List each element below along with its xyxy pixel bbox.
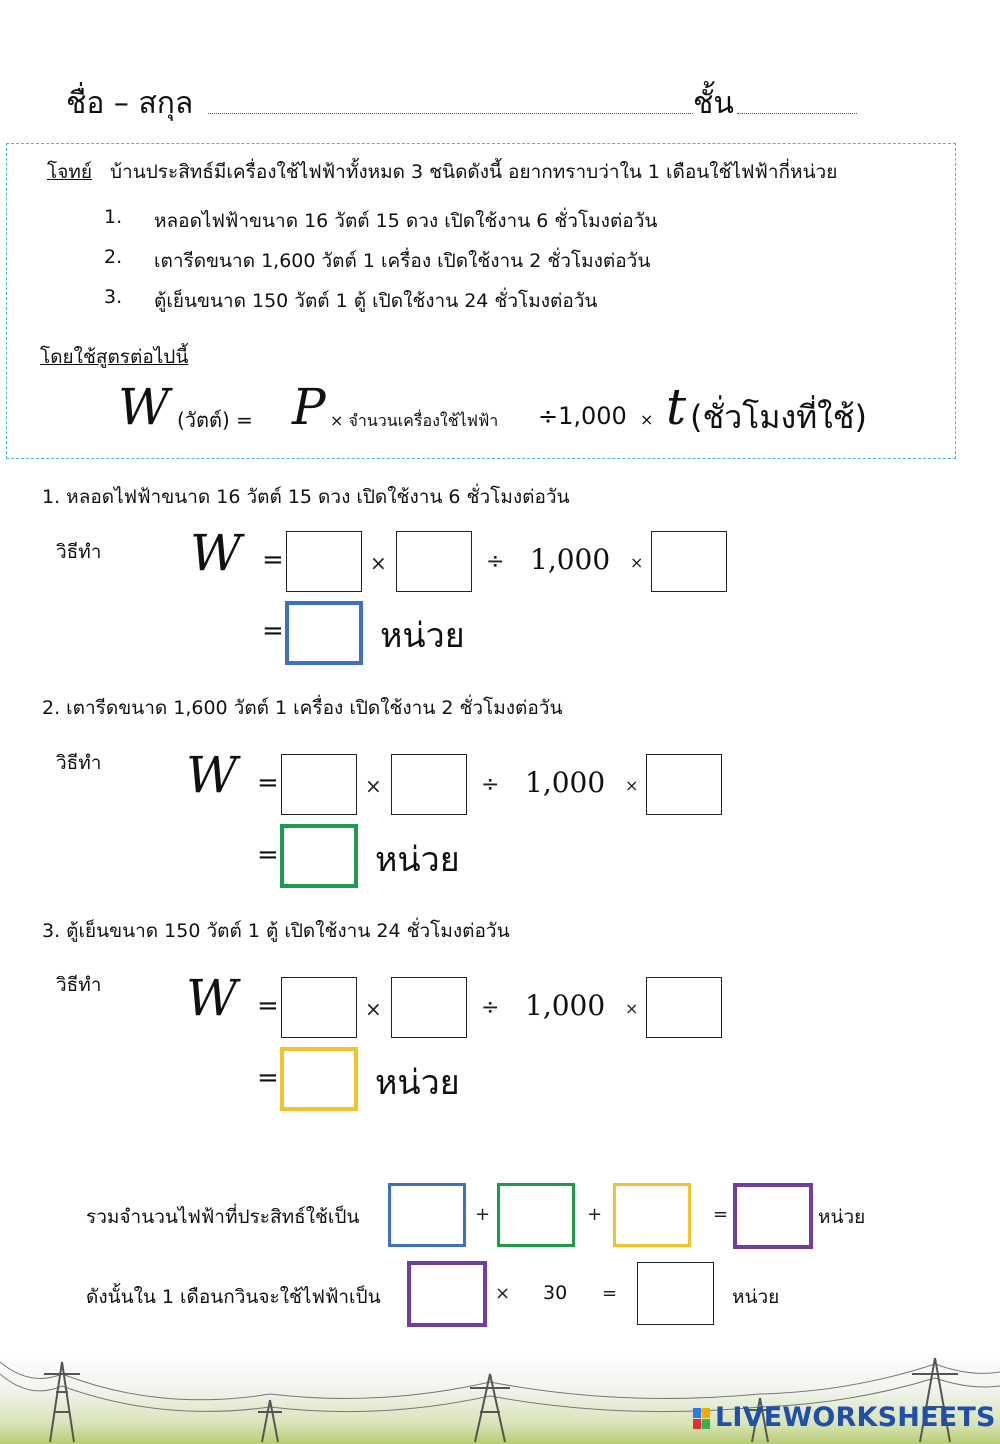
liveworksheets-logo: LIVEWORKSHEETS bbox=[715, 1402, 996, 1433]
formula-w: W bbox=[118, 378, 170, 436]
question-1-divide: ÷ bbox=[486, 549, 505, 574]
formula-count: × จำนวนเครื่องใช้ไฟฟ้า bbox=[330, 411, 499, 430]
class-line bbox=[737, 113, 857, 114]
question-3-w: W bbox=[186, 969, 238, 1027]
summary-unit-1: หน่วย bbox=[818, 1206, 866, 1228]
question-3-hours-input[interactable] bbox=[646, 977, 722, 1038]
question-2-times-1: × bbox=[365, 774, 382, 798]
name-line bbox=[208, 113, 693, 114]
summary-q2-input[interactable] bbox=[497, 1183, 575, 1247]
summary-plus-1: + bbox=[475, 1204, 491, 1225]
formula-t: t bbox=[666, 378, 687, 436]
question-3-result-input[interactable] bbox=[280, 1047, 358, 1111]
question-2-divisor: 1,000 bbox=[525, 766, 606, 799]
formula-label: โดยใช้สูตรต่อไปนี้ bbox=[40, 346, 189, 368]
question-1-times-2: × bbox=[630, 553, 644, 572]
problem-item-1: หลอดไฟฟ้าขนาด 16 วัตต์ 15 ดวง เปิดใช้งาน 6 ชั่วโมงต่อวัน bbox=[154, 210, 658, 232]
problem-item-3: ตู้เย็นขนาด 150 วัตต์ 1 ตู้ เปิดใช้งาน 24 ชั่วโมงต่อวัน bbox=[154, 290, 598, 312]
question-2-method: วิธีทำ bbox=[56, 752, 102, 774]
formula-times: × bbox=[640, 410, 654, 429]
question-3-eq: = bbox=[257, 991, 279, 1021]
question-3-result-eq: = bbox=[257, 1063, 279, 1093]
summary-q3-input[interactable] bbox=[613, 1183, 691, 1247]
question-2-unit: หน่วย bbox=[375, 840, 460, 880]
summary-unit-2: หน่วย bbox=[732, 1286, 780, 1308]
question-3-divide: ÷ bbox=[481, 995, 500, 1020]
question-1-unit: หน่วย bbox=[380, 616, 465, 656]
formula-p: P bbox=[292, 378, 326, 436]
question-1-w: W bbox=[190, 524, 242, 582]
question-2-result-eq: = bbox=[257, 840, 279, 870]
question-2-eq: = bbox=[257, 768, 279, 798]
liveworksheets-logo-icon bbox=[693, 1408, 711, 1430]
question-3-divisor: 1,000 bbox=[525, 989, 606, 1022]
question-1-divisor: 1,000 bbox=[530, 543, 611, 576]
problem-item-num-3: 3. bbox=[104, 286, 123, 308]
question-1-result-eq: = bbox=[262, 616, 284, 646]
question-3-count-input[interactable] bbox=[391, 977, 467, 1038]
question-3-power-input[interactable] bbox=[281, 977, 357, 1038]
problem-item-2: เตารีดขนาด 1,600 วัตต์ 1 เครื่อง เปิดใช้งาน 2 ชั่วโมงต่อวัน bbox=[154, 250, 651, 272]
summary-month-label: ดังนั้นใน 1 เดือนกวินจะใช้ไฟฟ้าเป็น bbox=[86, 1286, 381, 1308]
question-2-divide: ÷ bbox=[481, 772, 500, 797]
question-3-times-2: × bbox=[625, 999, 639, 1018]
summary-plus-2: + bbox=[587, 1204, 603, 1225]
summary-eq-2: = bbox=[602, 1283, 618, 1304]
question-2-count-input[interactable] bbox=[391, 754, 467, 815]
formula-w-unit: (วัตต์) = bbox=[177, 408, 253, 432]
question-1-count-input[interactable] bbox=[396, 531, 472, 592]
formula-divide: ÷1,000 bbox=[538, 402, 627, 430]
summary-total-input[interactable] bbox=[733, 1183, 813, 1249]
problem-title: โจทย์ bbox=[47, 161, 92, 183]
question-1-times-1: × bbox=[370, 551, 387, 575]
question-1-hours-input[interactable] bbox=[651, 531, 727, 592]
question-3-times-1: × bbox=[365, 997, 382, 1021]
class-label: ชั้น bbox=[693, 86, 734, 121]
question-1-result-input[interactable] bbox=[285, 601, 363, 665]
question-3-method: วิธีทำ bbox=[56, 974, 102, 996]
name-label: ชื่อ – สกุล bbox=[66, 86, 194, 121]
problem-item-num-1: 1. bbox=[104, 206, 123, 228]
question-1-title: 1. หลอดไฟฟ้าขนาด 16 วัตต์ 15 ดวง เปิดใช้งาน 6 ชั่วโมงต่อวัน bbox=[42, 486, 570, 508]
formula-t-unit: (ชั่วโมงที่ใช้) bbox=[690, 398, 867, 436]
summary-daily-total-input[interactable] bbox=[407, 1261, 487, 1327]
summary-month-input[interactable] bbox=[637, 1262, 714, 1325]
question-2-title: 2. เตารีดขนาด 1,600 วัตต์ 1 เครื่อง เปิดใช้งาน 2 ชั่วโมงต่อวัน bbox=[42, 697, 563, 719]
summary-q1-input[interactable] bbox=[388, 1183, 466, 1247]
question-1-eq: = bbox=[262, 545, 284, 575]
summary-times: × bbox=[495, 1283, 511, 1304]
problem-statement: บ้านประสิทธ์มีเครื่องใช้ไฟฟ้าทั้งหมด 3 ชนิดดังนี้ อยากทราบว่าใน 1 เดือนใช้ไฟฟ้ากี่หน่วย bbox=[110, 161, 838, 183]
summary-eq-1: = bbox=[713, 1204, 729, 1225]
question-1-method: วิธีทำ bbox=[56, 541, 102, 563]
question-3-unit: หน่วย bbox=[375, 1063, 460, 1103]
problem-item-num-2: 2. bbox=[104, 246, 123, 268]
question-1-power-input[interactable] bbox=[286, 531, 362, 592]
summary-total-label: รวมจำนวนไฟฟ้าที่ประสิทธ์ใช้เป็น bbox=[86, 1206, 360, 1228]
question-3-title: 3. ตู้เย็นขนาด 150 วัตต์ 1 ตู้ เปิดใช้งาน 24 ชั่วโมงต่อวัน bbox=[42, 920, 510, 942]
question-2-times-2: × bbox=[625, 776, 639, 795]
question-2-hours-input[interactable] bbox=[646, 754, 722, 815]
summary-days: 30 bbox=[543, 1282, 568, 1304]
question-2-power-input[interactable] bbox=[281, 754, 357, 815]
question-2-w: W bbox=[186, 746, 238, 804]
question-2-result-input[interactable] bbox=[280, 824, 358, 888]
